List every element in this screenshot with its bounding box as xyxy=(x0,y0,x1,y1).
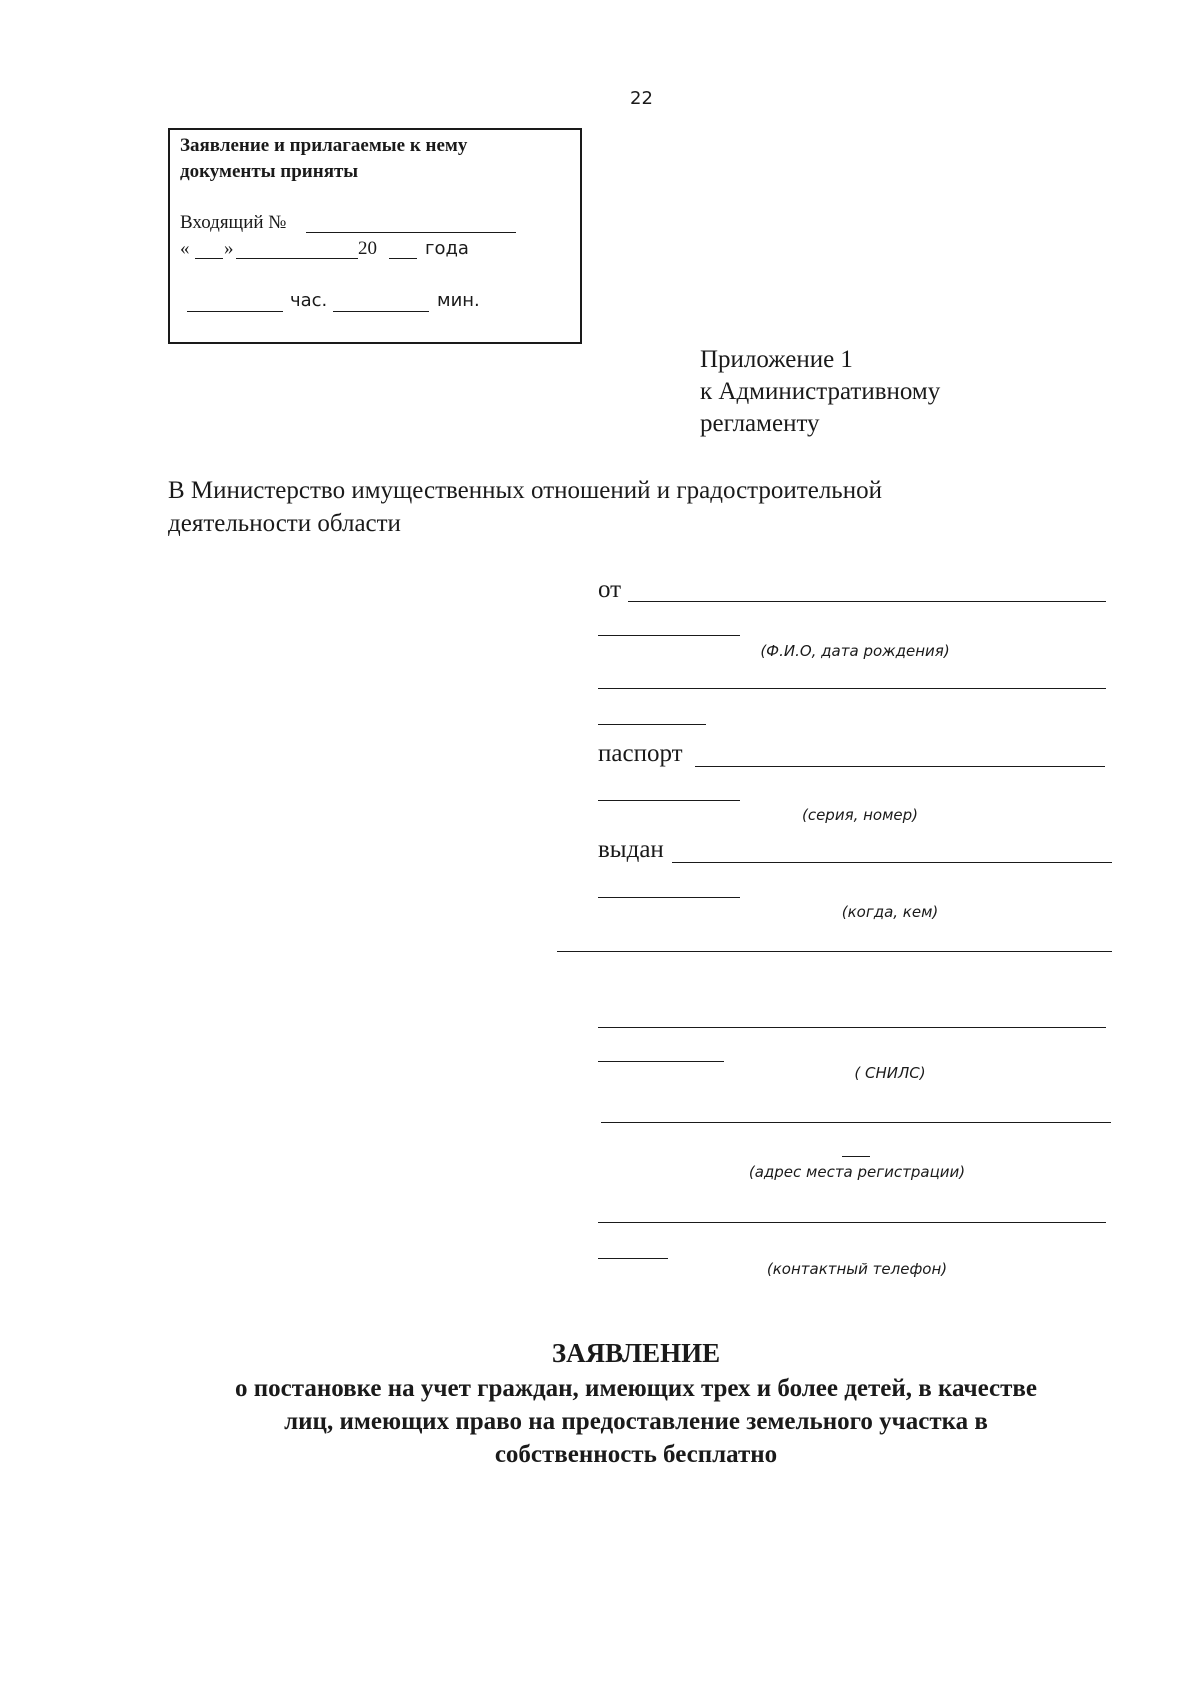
year-field[interactable] xyxy=(389,258,417,259)
applicant-extra-field-cont[interactable] xyxy=(598,724,706,725)
issued-field[interactable] xyxy=(672,862,1112,863)
issued-caption: (когда, кем) xyxy=(841,903,939,921)
applicant-name-field[interactable] xyxy=(628,601,1106,602)
year-prefix: 20 xyxy=(358,238,377,259)
stamp-title-line1: Заявление и прилагаемые к нему xyxy=(180,135,468,156)
passport-field[interactable] xyxy=(695,766,1105,767)
from-label: от xyxy=(598,576,622,603)
date-day-field[interactable] xyxy=(195,258,223,259)
hours-label: час. xyxy=(290,290,328,311)
incoming-number-label: Входящий № xyxy=(180,212,287,233)
statement-subtitle-line3: собственность бесплатно xyxy=(494,1441,778,1468)
date-month-field[interactable] xyxy=(236,258,358,259)
statement-subtitle-line1: о постановке на учет граждан, имеющих трех и более детей, в качестве xyxy=(234,1375,1038,1402)
passport-field-cont[interactable] xyxy=(598,800,740,801)
appendix-line2: к Административному xyxy=(700,378,941,405)
passport-caption: (серия, номер) xyxy=(801,806,919,824)
recipient-line2: деятельности области xyxy=(168,510,401,537)
issued-label: выдан xyxy=(598,836,664,863)
address-field[interactable] xyxy=(601,1122,1111,1123)
recipient-line1: В Министерство имущественных отношений и градостроительной xyxy=(168,477,882,504)
appendix-line1: Приложение 1 xyxy=(700,346,853,373)
date-close-quote: » xyxy=(224,238,234,259)
snils-field[interactable] xyxy=(598,1027,1106,1028)
fio-caption: (Ф.И.О, дата рождения) xyxy=(760,642,950,660)
phone-field[interactable] xyxy=(598,1222,1106,1223)
phone-caption: (контактный телефон) xyxy=(766,1260,948,1278)
issued-field-cont[interactable] xyxy=(598,897,740,898)
stamp-title xyxy=(180,133,467,185)
address-caption: (адрес места регистрации) xyxy=(748,1163,966,1181)
appendix-line3: регламенту xyxy=(700,410,820,437)
snils-caption: ( СНИЛС) xyxy=(854,1064,926,1082)
phone-field-cont[interactable] xyxy=(598,1258,668,1259)
minutes-field[interactable] xyxy=(333,311,429,312)
passport-label: паспорт xyxy=(598,740,683,767)
statement-subtitle-line2: лиц, имеющих право на предоставление земельного участка в xyxy=(284,1408,988,1435)
page-number: 22 xyxy=(630,88,653,109)
address-field-mark xyxy=(842,1156,870,1157)
year-suffix: года xyxy=(425,238,469,259)
hours-field[interactable] xyxy=(187,311,283,312)
minutes-label: мин. xyxy=(437,290,480,311)
statement-subtitle xyxy=(150,1372,1122,1471)
date-open-quote: « xyxy=(180,238,190,259)
snils-field-cont[interactable] xyxy=(598,1061,724,1062)
incoming-number-field[interactable] xyxy=(306,232,516,233)
applicant-name-field-cont[interactable] xyxy=(598,635,740,636)
stamp-title-line2: документы приняты xyxy=(180,161,359,182)
issued-field-extra[interactable] xyxy=(557,951,1112,952)
applicant-extra-field[interactable] xyxy=(598,688,1106,689)
statement-title: ЗАЯВЛЕНИЕ xyxy=(551,1338,721,1368)
